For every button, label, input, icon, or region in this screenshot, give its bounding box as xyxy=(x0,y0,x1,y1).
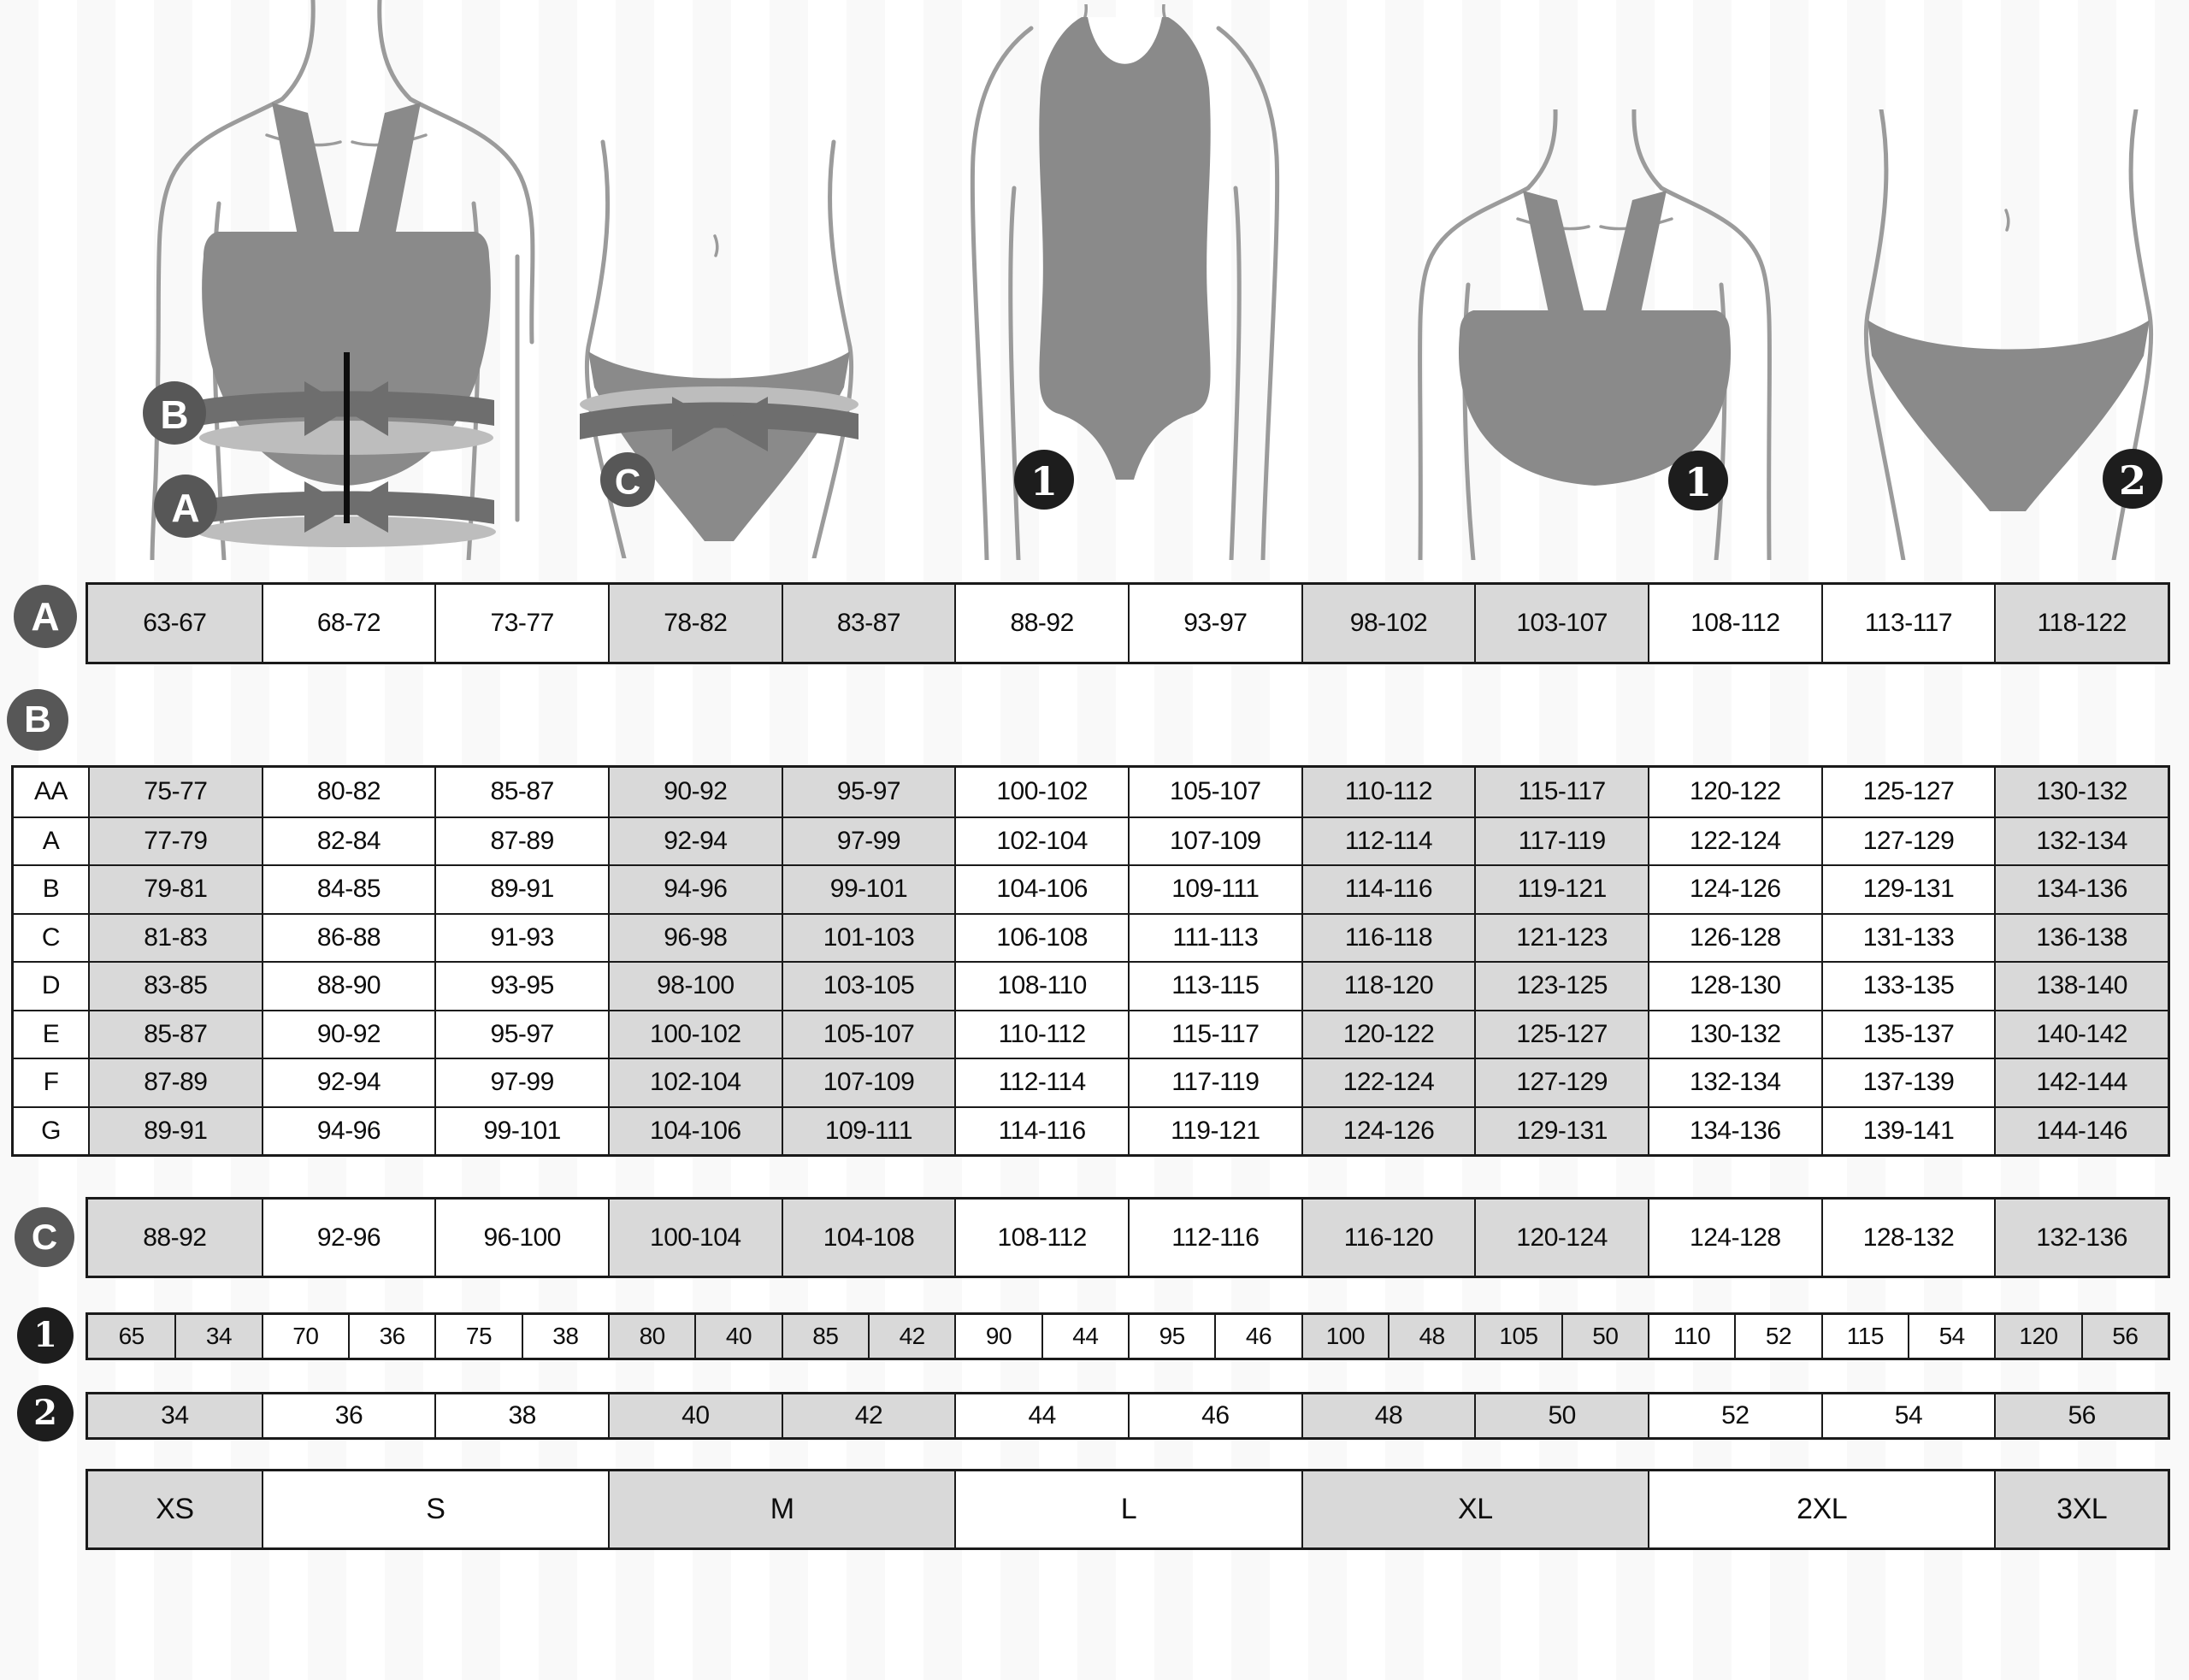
table-cell: 110-112 xyxy=(954,1010,1128,1058)
table-cell: 87-89 xyxy=(88,1058,262,1106)
table-b-badge: B xyxy=(7,689,68,751)
table-cell: 113-115 xyxy=(1128,961,1301,1010)
table-cell: 48 xyxy=(1388,1315,1474,1358)
table-cell: 94-96 xyxy=(262,1106,435,1155)
table-cell: 138-140 xyxy=(1994,961,2168,1010)
row-label: G xyxy=(14,1106,88,1155)
table-cell: 100-102 xyxy=(608,1010,782,1058)
table-cell: 128-132 xyxy=(1821,1200,1995,1276)
table-cell: 123-125 xyxy=(1474,961,1648,1010)
table-cell: 104-108 xyxy=(782,1200,955,1276)
table-cell: 95-97 xyxy=(782,768,955,816)
table-cell: 85-87 xyxy=(88,1010,262,1058)
table-cell: 125-127 xyxy=(1821,768,1995,816)
table-cell: 134-136 xyxy=(1994,864,2168,913)
table-cell: 54 xyxy=(1908,1315,1994,1358)
table-cell: 114-116 xyxy=(1301,864,1475,913)
table-cell: 96-98 xyxy=(608,913,782,962)
table-cell: 95-97 xyxy=(434,1010,608,1058)
table-cell: 102-104 xyxy=(954,816,1128,865)
table-cell: 48 xyxy=(1301,1394,1475,1437)
size-cell: M xyxy=(608,1471,954,1547)
table-cell: 54 xyxy=(1821,1394,1995,1437)
letter-size-row xyxy=(86,1469,2170,1550)
table-cell: 80 xyxy=(608,1315,694,1358)
table-cell: 105-107 xyxy=(1128,768,1301,816)
bra-garment xyxy=(1459,191,1731,486)
table-cell: 130-132 xyxy=(1648,1010,1821,1058)
badge-1 xyxy=(1014,450,1074,510)
dress-size-row xyxy=(86,1392,2170,1440)
table-cell: 93-97 xyxy=(1128,585,1301,662)
table-cell: 103-105 xyxy=(782,961,955,1010)
row-a-badge: A xyxy=(14,585,77,648)
badge-B xyxy=(143,381,206,445)
row-c-badge: C xyxy=(15,1207,74,1267)
table-cell: 134-136 xyxy=(1648,1106,1821,1155)
table-cell: 111-113 xyxy=(1128,913,1301,962)
table-cell: 38 xyxy=(434,1394,608,1437)
table-cell: 89-91 xyxy=(88,1106,262,1155)
table-cell: 73-77 xyxy=(434,585,608,662)
table-cell: 142-144 xyxy=(1994,1058,2168,1106)
table-cell: 63-67 xyxy=(88,585,262,662)
table-cell: 108-112 xyxy=(1648,585,1821,662)
table-cell: 88-92 xyxy=(954,585,1128,662)
table-cell: 96-100 xyxy=(434,1200,608,1276)
table-cell: 136-138 xyxy=(1994,913,2168,962)
size-cell: 3XL xyxy=(1994,1471,2168,1547)
table-cell: 99-101 xyxy=(434,1106,608,1155)
table-cell: 107-109 xyxy=(782,1058,955,1106)
svg-text:C: C xyxy=(614,461,641,502)
table-cell: 101-103 xyxy=(782,913,955,962)
table-cell: 98-102 xyxy=(1301,585,1475,662)
table-cell: 108-110 xyxy=(954,961,1128,1010)
table-cell: 75-77 xyxy=(88,768,262,816)
table-cell: 112-114 xyxy=(1301,816,1475,865)
table-cell: 137-139 xyxy=(1821,1058,1995,1106)
table-cell: 117-119 xyxy=(1128,1058,1301,1106)
table-cell: 91-93 xyxy=(434,913,608,962)
table-cell: 104-106 xyxy=(954,864,1128,913)
table-cell: 42 xyxy=(868,1315,954,1358)
table-cell: 127-129 xyxy=(1474,1058,1648,1106)
table-cell: 109-111 xyxy=(782,1106,955,1155)
table-cell: 52 xyxy=(1734,1315,1820,1358)
table-cell: 110-112 xyxy=(1301,768,1475,816)
table-cell: 82-84 xyxy=(262,816,435,865)
band-size-row xyxy=(86,1312,2170,1360)
table-cell: 113-117 xyxy=(1821,585,1995,662)
table-cell: 132-134 xyxy=(1994,816,2168,865)
table-cell: 34 xyxy=(174,1315,261,1358)
table-cell: 108-112 xyxy=(954,1200,1128,1276)
badge-C xyxy=(600,452,655,507)
table-cell: 40 xyxy=(608,1394,782,1437)
table-cell: 36 xyxy=(348,1315,434,1358)
table-cell: 52 xyxy=(1648,1394,1821,1437)
table-cell: 116-120 xyxy=(1301,1200,1475,1276)
svg-text:2: 2 xyxy=(2118,457,2147,504)
table-cell: 106-108 xyxy=(954,913,1128,962)
row-label: E xyxy=(14,1010,88,1058)
table-cell: 34 xyxy=(88,1394,262,1437)
table-cell: 132-136 xyxy=(1994,1200,2168,1276)
table-cell: 68-72 xyxy=(262,585,435,662)
table-cell: 104-106 xyxy=(608,1106,782,1155)
table-cell: 56 xyxy=(2081,1315,2168,1358)
table-cell: 80-82 xyxy=(262,768,435,816)
table-cell: 88-90 xyxy=(262,961,435,1010)
table-cell: 38 xyxy=(522,1315,608,1358)
table-cell: 124-126 xyxy=(1301,1106,1475,1155)
bodysuit-garment xyxy=(1039,17,1210,480)
svg-text:A: A xyxy=(171,486,200,530)
table-cell: 93-95 xyxy=(434,961,608,1010)
table-cell: 97-99 xyxy=(782,816,955,865)
table-cell: 125-127 xyxy=(1474,1010,1648,1058)
figure-bodysuit xyxy=(905,4,1345,560)
table-cell: 56 xyxy=(1994,1394,2168,1437)
table-cell: 36 xyxy=(262,1394,435,1437)
table-cell: 84-85 xyxy=(262,864,435,913)
table-cell: 124-128 xyxy=(1648,1200,1821,1276)
figure-briefs-measurement xyxy=(556,109,885,558)
table-cell: 112-116 xyxy=(1128,1200,1301,1276)
table-cell: 135-137 xyxy=(1821,1010,1995,1058)
table-cell: 117-119 xyxy=(1474,816,1648,865)
table-cell: 127-129 xyxy=(1821,816,1995,865)
table-cell: 105-107 xyxy=(782,1010,955,1058)
cup-size-table xyxy=(11,765,2170,1157)
table-cell: 119-121 xyxy=(1128,1106,1301,1155)
table-cell: 79-81 xyxy=(88,864,262,913)
size-cell: S xyxy=(262,1471,608,1547)
svg-text:1: 1 xyxy=(1030,458,1059,504)
table-cell: 65 xyxy=(88,1315,174,1358)
table-cell: 115-117 xyxy=(1128,1010,1301,1058)
table-cell: 86-88 xyxy=(262,913,435,962)
table-cell: 50 xyxy=(1474,1394,1648,1437)
table-cell: 95 xyxy=(1128,1315,1214,1358)
table-cell: 100-104 xyxy=(608,1200,782,1276)
table-cell: 115 xyxy=(1821,1315,1908,1358)
table-cell: 83-85 xyxy=(88,961,262,1010)
row-label: F xyxy=(14,1058,88,1106)
table-cell: 129-131 xyxy=(1821,864,1995,913)
figure-bra-measurement xyxy=(51,0,539,560)
table-cell: 100 xyxy=(1301,1315,1388,1358)
table-cell: 92-96 xyxy=(262,1200,435,1276)
size-cell: XS xyxy=(88,1471,262,1547)
table-cell: 81-83 xyxy=(88,913,262,962)
svg-text:B: B xyxy=(160,392,189,437)
table-cell: 88-92 xyxy=(88,1200,262,1276)
table-cell: 77-79 xyxy=(88,816,262,865)
badge-1 xyxy=(1668,451,1728,510)
table-cell: 92-94 xyxy=(262,1058,435,1106)
table-cell: 119-121 xyxy=(1474,864,1648,913)
row-2-badge: 2 xyxy=(17,1385,74,1441)
underbust-range-row xyxy=(86,582,2170,664)
table-cell: 78-82 xyxy=(608,585,782,662)
table-cell: 44 xyxy=(954,1394,1128,1437)
table-cell: 115-117 xyxy=(1474,768,1648,816)
figure-briefs xyxy=(1828,109,2189,560)
table-cell: 103-107 xyxy=(1474,585,1648,662)
table-cell: 120-122 xyxy=(1648,768,1821,816)
table-cell: 120 xyxy=(1994,1315,2080,1358)
table-cell: 100-102 xyxy=(954,768,1128,816)
size-cell: L xyxy=(954,1471,1301,1547)
table-cell: 118-120 xyxy=(1301,961,1475,1010)
table-cell: 120-124 xyxy=(1474,1200,1648,1276)
table-cell: 132-134 xyxy=(1648,1058,1821,1106)
table-cell: 116-118 xyxy=(1301,913,1475,962)
table-cell: 90-92 xyxy=(262,1010,435,1058)
table-cell: 118-122 xyxy=(1994,585,2168,662)
table-cell: 94-96 xyxy=(608,864,782,913)
table-cell: 126-128 xyxy=(1648,913,1821,962)
table-cell: 105 xyxy=(1474,1315,1561,1358)
figure-bra xyxy=(1381,109,1808,560)
table-cell: 70 xyxy=(262,1315,348,1358)
row-label: A xyxy=(14,816,88,865)
table-cell: 110 xyxy=(1648,1315,1734,1358)
table-cell: 42 xyxy=(782,1394,955,1437)
size-cell: 2XL xyxy=(1648,1471,1994,1547)
table-cell: 46 xyxy=(1214,1315,1301,1358)
table-cell: 98-100 xyxy=(608,961,782,1010)
table-cell: 85-87 xyxy=(434,768,608,816)
table-cell: 120-122 xyxy=(1301,1010,1475,1058)
svg-text:1: 1 xyxy=(1684,459,1713,505)
table-cell: 130-132 xyxy=(1994,768,2168,816)
table-cell: 89-91 xyxy=(434,864,608,913)
table-cell: 140-142 xyxy=(1994,1010,2168,1058)
table-cell: 85 xyxy=(782,1315,868,1358)
table-cell: 90-92 xyxy=(608,768,782,816)
table-cell: 46 xyxy=(1128,1394,1301,1437)
table-cell: 129-131 xyxy=(1474,1106,1648,1155)
hip-range-row xyxy=(86,1197,2170,1278)
table-cell: 114-116 xyxy=(954,1106,1128,1155)
table-cell: 97-99 xyxy=(434,1058,608,1106)
row-label: B xyxy=(14,864,88,913)
table-cell: 139-141 xyxy=(1821,1106,1995,1155)
center-line xyxy=(344,352,350,523)
table-cell: 144-146 xyxy=(1994,1106,2168,1155)
table-cell: 133-135 xyxy=(1821,961,1995,1010)
table-cell: 109-111 xyxy=(1128,864,1301,913)
briefs-garment xyxy=(588,351,850,541)
row-label: C xyxy=(14,913,88,962)
table-cell: 75 xyxy=(434,1315,521,1358)
table-cell: 40 xyxy=(694,1315,781,1358)
table-cell: 92-94 xyxy=(608,816,782,865)
table-cell: 44 xyxy=(1041,1315,1128,1358)
badge-2 xyxy=(2103,449,2162,509)
table-cell: 131-133 xyxy=(1821,913,1995,962)
table-cell: 112-114 xyxy=(954,1058,1128,1106)
table-cell: 128-130 xyxy=(1648,961,1821,1010)
table-cell: 99-101 xyxy=(782,864,955,913)
table-cell: 122-124 xyxy=(1648,816,1821,865)
table-cell: 83-87 xyxy=(782,585,955,662)
table-cell: 87-89 xyxy=(434,816,608,865)
table-cell: 124-126 xyxy=(1648,864,1821,913)
row-1-badge: 1 xyxy=(17,1307,74,1364)
row-label: D xyxy=(14,961,88,1010)
table-cell: 122-124 xyxy=(1301,1058,1475,1106)
size-cell: XL xyxy=(1301,1471,1648,1547)
row-label: AA xyxy=(14,768,88,816)
table-cell: 50 xyxy=(1561,1315,1648,1358)
badge-A xyxy=(154,475,217,538)
table-cell: 90 xyxy=(954,1315,1041,1358)
table-cell: 121-123 xyxy=(1474,913,1648,962)
table-cell: 107-109 xyxy=(1128,816,1301,865)
table-cell: 102-104 xyxy=(608,1058,782,1106)
